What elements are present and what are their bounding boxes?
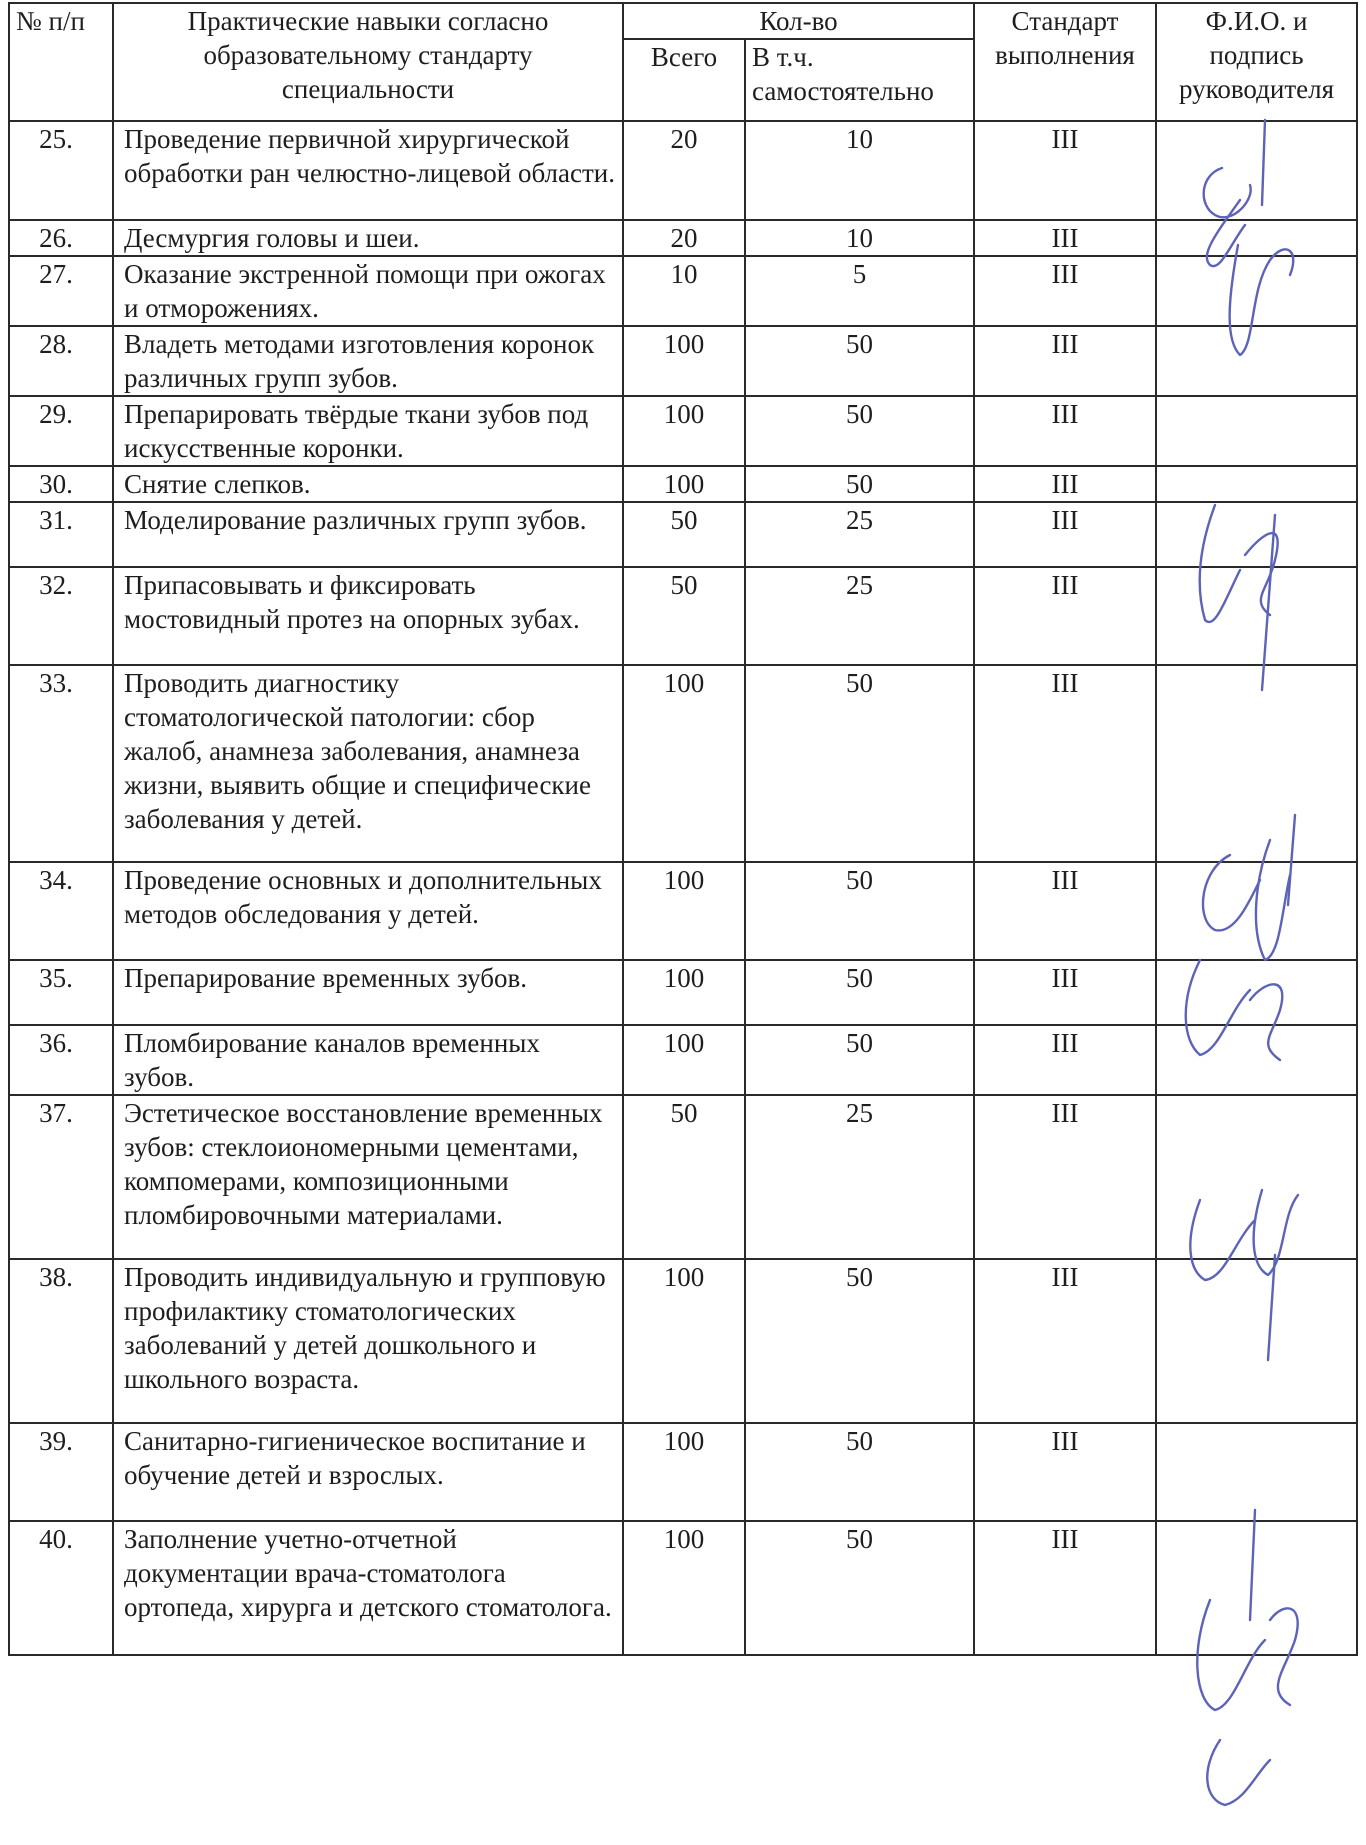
skill-description: Припасовывать и фиксировать мостовидный протез на опорных зубах. bbox=[113, 567, 623, 665]
self-count: 25 bbox=[745, 1095, 974, 1259]
signature-cell bbox=[1156, 1521, 1357, 1655]
row-number: 35. bbox=[9, 960, 113, 1025]
signature-cell bbox=[1156, 396, 1357, 466]
signature-cell bbox=[1156, 1025, 1357, 1095]
standard-level: III bbox=[974, 326, 1156, 396]
skill-description: Заполнение учетно-отчетной документации врача-стоматолога ортопеда, хирурга и детского стоматолога. bbox=[113, 1521, 623, 1655]
skill-description: Эстетическое восстановление временных зубов: стеклоиономерными цементами, компомерами, композиционными пломбировочными материалами. bbox=[113, 1095, 623, 1259]
standard-level: III bbox=[974, 1025, 1156, 1095]
table-row bbox=[9, 466, 1357, 502]
signature-cell bbox=[1156, 502, 1357, 567]
header-skills: Практические навыки согласно образовательному стандарту специальности bbox=[113, 3, 623, 121]
table-row bbox=[9, 121, 1357, 220]
standard-level: III bbox=[974, 1423, 1156, 1521]
self-count: 50 bbox=[745, 960, 974, 1025]
self-count: 50 bbox=[745, 1259, 974, 1423]
table-row bbox=[9, 256, 1357, 326]
total-count: 20 bbox=[623, 220, 745, 256]
total-count: 100 bbox=[623, 1521, 745, 1655]
table-row bbox=[9, 960, 1357, 1025]
table-row bbox=[9, 1423, 1357, 1521]
total-count: 50 bbox=[623, 502, 745, 567]
total-count: 100 bbox=[623, 1423, 745, 1521]
table-row bbox=[9, 502, 1357, 567]
header-self: В т.ч. самостоятельно bbox=[745, 39, 974, 121]
signature-cell bbox=[1156, 665, 1357, 862]
self-count: 50 bbox=[745, 1025, 974, 1095]
header-standard: Стандарт выполнения bbox=[974, 3, 1156, 121]
skill-description: Проводить индивидуальную и групповую профилактику стоматологических заболеваний у детей дошкольного и школьного возраста. bbox=[113, 1259, 623, 1423]
total-count: 100 bbox=[623, 326, 745, 396]
table-row bbox=[9, 665, 1357, 862]
signature-cell bbox=[1156, 960, 1357, 1025]
row-number: 34. bbox=[9, 862, 113, 960]
self-count: 10 bbox=[745, 220, 974, 256]
skill-description: Пломбирование каналов временных зубов. bbox=[113, 1025, 623, 1095]
table-row bbox=[9, 1095, 1357, 1259]
row-number: 39. bbox=[9, 1423, 113, 1521]
signature-cell bbox=[1156, 326, 1357, 396]
skill-description: Санитарно-гигиеническое воспитание и обучение детей и взрослых. bbox=[113, 1423, 623, 1521]
self-count: 10 bbox=[745, 121, 974, 220]
row-number: 25. bbox=[9, 121, 113, 220]
skill-description: Владеть методами изготовления коронок различных групп зубов. bbox=[113, 326, 623, 396]
skill-description: Оказание экстренной помощи при ожогах и отморожениях. bbox=[113, 256, 623, 326]
skill-description: Десмургия головы и шеи. bbox=[113, 220, 623, 256]
self-count: 50 bbox=[745, 1423, 974, 1521]
self-count: 5 bbox=[745, 256, 974, 326]
signature-cell bbox=[1156, 256, 1357, 326]
standard-level: III bbox=[974, 567, 1156, 665]
self-count: 50 bbox=[745, 396, 974, 466]
total-count: 100 bbox=[623, 862, 745, 960]
row-number: 40. bbox=[9, 1521, 113, 1655]
signature-cell bbox=[1156, 220, 1357, 256]
header-total: Всего bbox=[623, 39, 745, 121]
total-count: 10 bbox=[623, 256, 745, 326]
self-count: 50 bbox=[745, 862, 974, 960]
row-number: 27. bbox=[9, 256, 113, 326]
skill-description: Моделирование различных групп зубов. bbox=[113, 502, 623, 567]
row-number: 26. bbox=[9, 220, 113, 256]
row-number: 37. bbox=[9, 1095, 113, 1259]
total-count: 100 bbox=[623, 1259, 745, 1423]
self-count: 25 bbox=[745, 502, 974, 567]
total-count: 50 bbox=[623, 1095, 745, 1259]
total-count: 100 bbox=[623, 396, 745, 466]
skills-table bbox=[8, 2, 1358, 1656]
table-row bbox=[9, 326, 1357, 396]
standard-level: III bbox=[974, 502, 1156, 567]
row-number: 38. bbox=[9, 1259, 113, 1423]
self-count: 25 bbox=[745, 567, 974, 665]
row-number: 28. bbox=[9, 326, 113, 396]
standard-level: III bbox=[974, 256, 1156, 326]
standard-level: III bbox=[974, 220, 1156, 256]
row-number: 31. bbox=[9, 502, 113, 567]
row-number: 30. bbox=[9, 466, 113, 502]
skill-description: Проводить диагностику стоматологической патологии: сбор жалоб, анамнеза заболевания, анамнеза жизни, выявить общие и специфические заболевания у детей. bbox=[113, 665, 623, 862]
signature-cell bbox=[1156, 1423, 1357, 1521]
standard-level: III bbox=[974, 1095, 1156, 1259]
standard-level: III bbox=[974, 466, 1156, 502]
table-row bbox=[9, 1521, 1357, 1655]
row-number: 32. bbox=[9, 567, 113, 665]
skill-description: Препарирование временных зубов. bbox=[113, 960, 623, 1025]
total-count: 100 bbox=[623, 665, 745, 862]
skill-description: Препарировать твёрдые ткани зубов под искусственные коронки. bbox=[113, 396, 623, 466]
self-count: 50 bbox=[745, 466, 974, 502]
signature-cell bbox=[1156, 862, 1357, 960]
standard-level: III bbox=[974, 121, 1156, 220]
table-row bbox=[9, 220, 1357, 256]
header-number: № п/п bbox=[9, 3, 113, 121]
signature-cell bbox=[1156, 1095, 1357, 1259]
standard-level: III bbox=[974, 1521, 1156, 1655]
table-row bbox=[9, 1025, 1357, 1095]
standard-level: III bbox=[974, 960, 1156, 1025]
signature-cell bbox=[1156, 567, 1357, 665]
skill-description: Проведение первичной хирургической обработки ран челюстно-лицевой области. bbox=[113, 121, 623, 220]
table-row bbox=[9, 1259, 1357, 1423]
table-row bbox=[9, 862, 1357, 960]
self-count: 50 bbox=[745, 1521, 974, 1655]
standard-level: III bbox=[974, 1259, 1156, 1423]
total-count: 100 bbox=[623, 1025, 745, 1095]
header-quantity: Кол-во bbox=[623, 3, 974, 39]
header-supervisor: Ф.И.О. и подпись руководителя bbox=[1156, 3, 1357, 121]
table-body bbox=[9, 121, 1357, 1655]
skill-description: Снятие слепков. bbox=[113, 466, 623, 502]
total-count: 100 bbox=[623, 960, 745, 1025]
signature-cell bbox=[1156, 121, 1357, 220]
total-count: 100 bbox=[623, 466, 745, 502]
table-row bbox=[9, 396, 1357, 466]
standard-level: III bbox=[974, 862, 1156, 960]
skill-description: Проведение основных и дополнительных методов обследования у детей. bbox=[113, 862, 623, 960]
signature-cell bbox=[1156, 466, 1357, 502]
row-number: 29. bbox=[9, 396, 113, 466]
self-count: 50 bbox=[745, 326, 974, 396]
total-count: 50 bbox=[623, 567, 745, 665]
table-row bbox=[9, 567, 1357, 665]
standard-level: III bbox=[974, 665, 1156, 862]
standard-level: III bbox=[974, 396, 1156, 466]
total-count: 20 bbox=[623, 121, 745, 220]
signature-cell bbox=[1156, 1259, 1357, 1423]
row-number: 36. bbox=[9, 1025, 113, 1095]
self-count: 50 bbox=[745, 665, 974, 862]
row-number: 33. bbox=[9, 665, 113, 862]
